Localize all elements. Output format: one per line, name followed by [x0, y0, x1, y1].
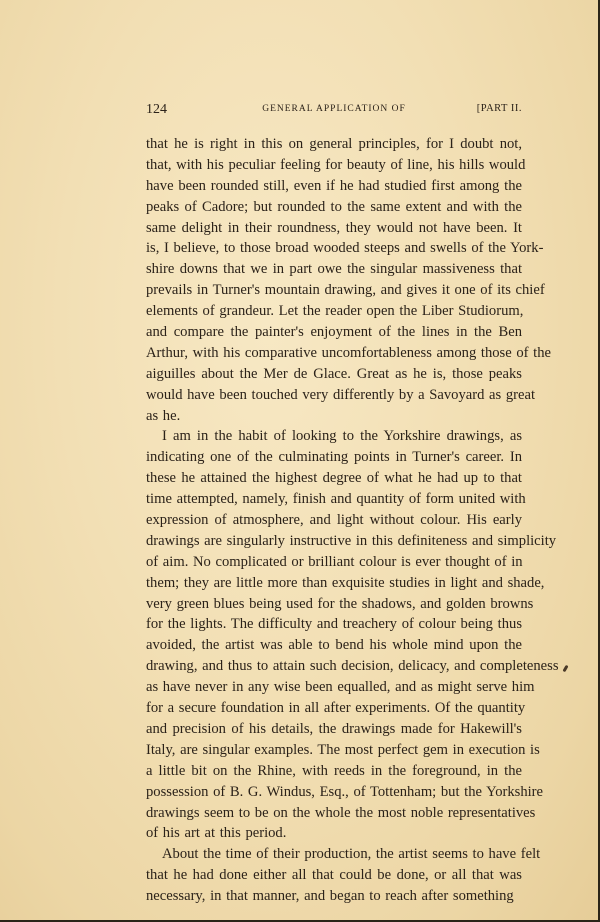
text-line: peaks of Cadore; but rounded to the same extent and with the: [146, 198, 522, 215]
paragraph: [146, 844, 541, 907]
text-line: shire downs that we in part owe the singular massiveness that: [146, 261, 522, 278]
text-line: that, with his peculiar feeling for beauty of line, his hills would: [146, 156, 526, 173]
text-line: of aim. No complicated or brilliant colour is ever thought of in: [146, 553, 523, 570]
text-line: as he.: [146, 407, 181, 424]
text-line: I am in the habit of looking to the Yorkshire drawings, as: [162, 428, 522, 445]
text-line: these he attained the highest degree of what he had up to that: [146, 470, 522, 487]
text-line: aiguilles about the Mer de Glace. Great as he is, those peaks: [146, 365, 522, 382]
text-line: and compare the painter's enjoyment of the lines in the Ben: [146, 324, 522, 341]
text-line: of his art at this period.: [146, 825, 287, 842]
text-line: About the time of their production, the artist seems to have felt: [162, 846, 541, 863]
text-line: them; they are little more than exquisite studies in light and shade,: [146, 574, 545, 591]
ink-speck-mark: [562, 665, 568, 673]
running-title: GENERAL APPLICATION OF: [262, 104, 406, 114]
text-line: prevails in Turner's mountain drawing, and gives it one of its chief: [146, 282, 545, 299]
page-number: 124: [146, 102, 167, 117]
text-line: Italy, are singular examples. The most perfect gem in execution is: [146, 741, 540, 758]
text-line: that he had done either all that could be done, or all that was: [146, 867, 522, 884]
text-line: expression of atmosphere, and light without colour. His early: [146, 512, 522, 529]
text-line: avoided, the artist was able to bend his whole mind upon the: [146, 637, 522, 654]
text-line: drawings are singularly instructive in this definiteness and simplicity: [146, 532, 557, 549]
text-line: indicating one of the culminating points in Turner's career. In: [146, 449, 522, 466]
part-label: [PART II.: [476, 103, 522, 114]
text-line: a little bit on the Rhine, with reeds in the foreground, in the: [146, 762, 522, 779]
text-line: that he is right in this on general principles, for I doubt not,: [146, 136, 522, 152]
text-line: as have never in any wise been equalled, and as might serve him: [146, 679, 535, 696]
text-line: would have been touched very differently by a Savoyard as great: [146, 386, 536, 403]
text-line: have been rounded still, even if he had studied first among the: [146, 177, 522, 194]
text-line: and precision of his details, the drawings made for Hakewill's: [146, 720, 522, 737]
paragraph: [146, 426, 559, 844]
paragraph: [146, 134, 551, 426]
text-line: for the lights. The difficulty and treachery of colour being thus: [146, 616, 522, 633]
text-line: drawing, and thus to attain such decision, delicacy, and completeness: [146, 658, 559, 675]
text-line: is, I believe, to those broad wooded steeps and swells of the York-: [146, 240, 544, 257]
text-line: for a secure foundation in all after experiments. Of the quantity: [146, 700, 526, 717]
page-header: [146, 102, 522, 122]
body-text: [146, 134, 559, 907]
text-line: possession of B. G. Windus, Esq., of Tottenham; but the Yorkshire: [146, 783, 544, 800]
text-line: necessary, in that manner, and began to reach after something: [146, 888, 514, 905]
text-line: Arthur, with his comparative uncomfortableness among those of the: [146, 344, 551, 361]
text-line: same delight in their roundness, they would not have been. It: [146, 219, 522, 236]
text-line: time attempted, namely, finish and quantity of form united with: [146, 491, 526, 508]
text-line: elements of grandeur. Let the reader open the Liber Studiorum,: [146, 303, 524, 320]
text-line: drawings seem to be on the whole the most noble representatives: [146, 804, 536, 821]
text-line: very green blues being used for the shadows, and golden browns: [146, 595, 534, 612]
